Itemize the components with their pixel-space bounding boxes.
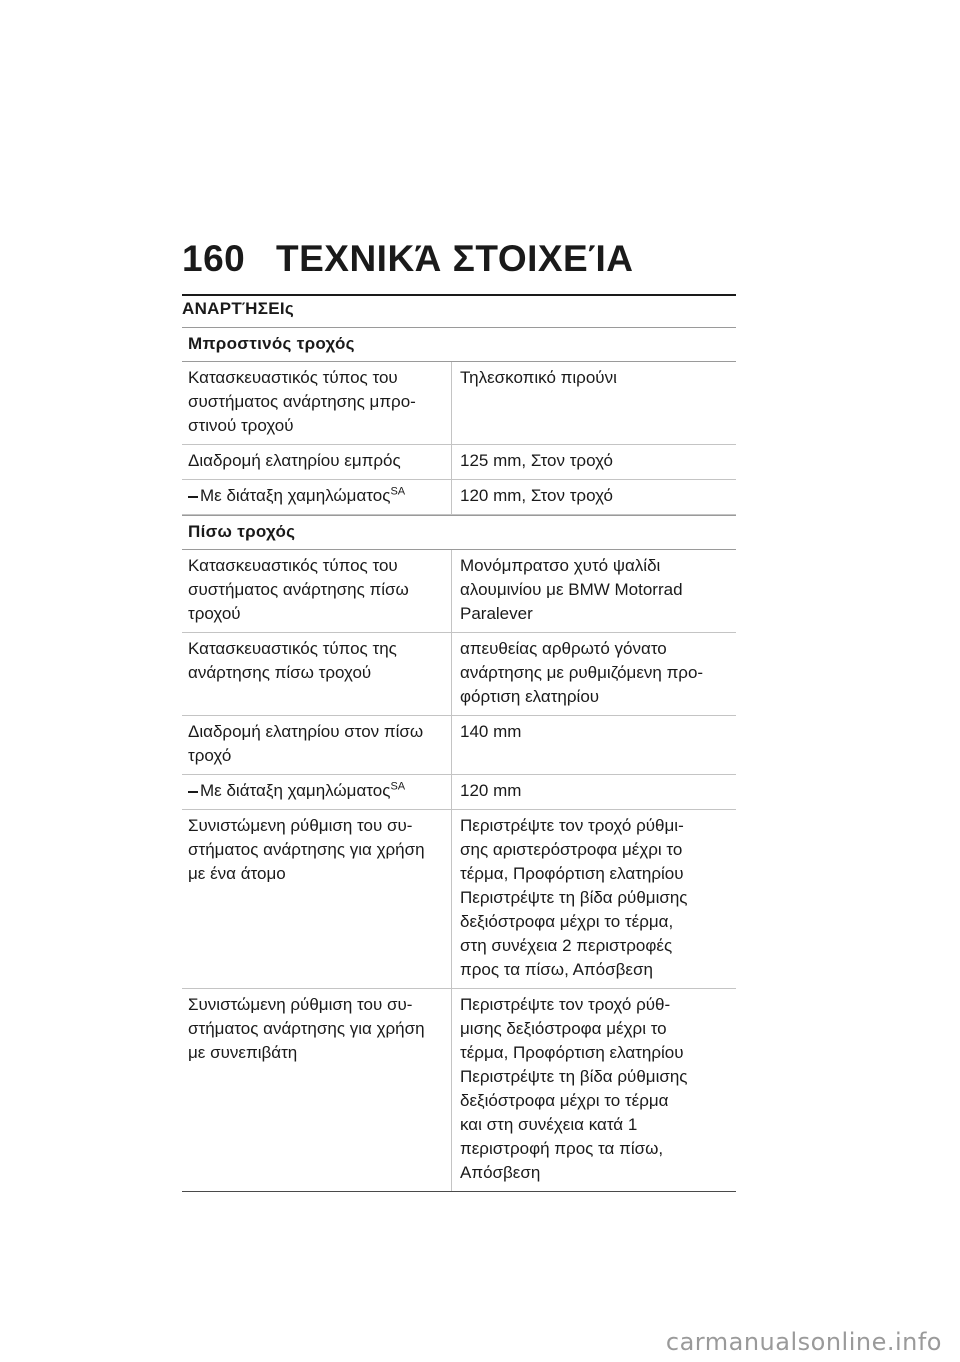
table-row [182,810,736,989]
spec-value: 120 mm [460,781,522,800]
spec-label: Διαδρομή ελατηρίου στον πίσω τροχό [182,716,452,774]
group-title-rear-wheel: Πίσω τροχός [182,515,736,550]
spec-label: Με διάταξη χαμηλώματος$^{SA}$ [182,480,452,514]
table-row [182,550,736,633]
watermark: carmanualsonline.info [665,1328,942,1356]
spec-label: Κατασκευαστικός τύπος του συστήματος ανάρτησης πίσω τροχού [182,550,452,632]
spec-label: Κατασκευαστικός τύπος της ανάρτησης πίσω τροχού [182,633,452,715]
chapter-title: ΤΕΧΝΙΚΆ ΣΤΟΙΧΕΊΑ [276,238,634,279]
spec-value: απευθείας αρθρωτό γόνατο ανάρτησης με ρυθμιζόμενη προ- φόρτιση ελατηρίου [460,639,704,706]
page-header [182,238,633,280]
spec-label: Διαδρομή ελατηρίου εμπρός [182,445,452,479]
spec-label: Συνιστώμενη ρύθμιση του συ- στήματος ανάρτησης για χρήση με ένα άτομο [182,810,452,988]
table-row [182,633,736,716]
sa-badge: SA [390,780,406,793]
spec-label: Κατασκευαστικός τύπος του συστήματος ανάρτησης μπρο- στινού τροχού [182,362,452,444]
table-row [182,445,736,480]
table-row [182,716,736,775]
spec-value: Περιστρέψτε τον τροχό ρύθμι- σης αριστερόστροφα μέχρι το τέρμα, Προφόρτιση ελατηρίου Περιστρέψτε τη βίδα ρύθμισης δεξιόστροφα μέχρι το τέρμα, στη συνέχεια 2 περιστροφές προς τα πίσω, Απόσβεση [460,816,688,979]
table-row [182,775,736,810]
spec-label: Συνιστώμενη ρύθμιση του συ- στήματος ανάρτησης για χρήση με συνεπιβάτη [182,989,452,1191]
table-row [182,989,736,1191]
spec-label: Με διάταξη χαμηλώματος$^{SA}$ [182,775,452,809]
dash-icon [188,496,198,498]
section-divider [182,294,736,296]
spec-table [182,327,736,1192]
spec-value: 125 mm, Στον τροχό [460,451,614,470]
page-number: 160 [182,238,246,279]
dash-icon [188,791,198,793]
spec-value: Περιστρέψτε τον τροχό ρύθ- μισης δεξιόστροφα μέχρι το τέρμα, Προφόρτιση ελατηρίου Περιστρέψτε τη βίδα ρύθμισης δεξιόστροφα μέχρι το τέρμα και στη συνέχεια κατά 1 περιστροφή προς τα πίσω, Απόσβεση [460,995,688,1182]
spec-value: Τηλεσκοπικό πιρούνι [460,368,617,387]
spec-value: Μονόμπρατσο χυτό ψαλίδι αλουμινίου με BMW Motorrad Paralever [460,556,683,623]
section-title: ΑΝΑΡΤΉΣΕΙς [182,299,295,318]
spec-value: 120 mm, Στον τροχό [460,486,614,505]
group-title-front-wheel: Μπροστινός τροχός [182,328,736,362]
sa-badge: SA [390,485,406,498]
table-row [182,480,736,515]
spec-value: 140 mm [460,722,522,741]
table-row [182,362,736,445]
